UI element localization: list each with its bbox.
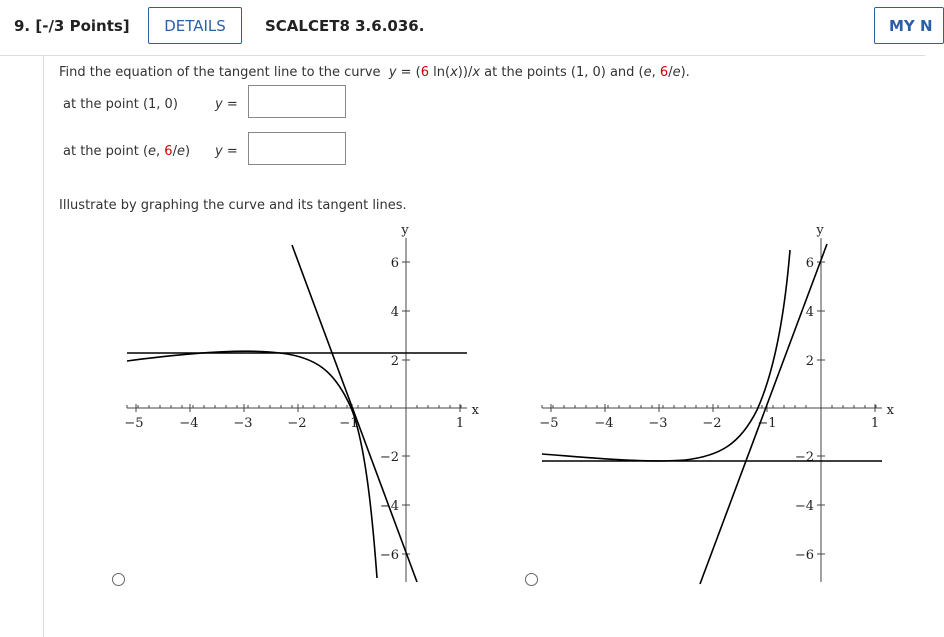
my-notes-button[interactable]: MY N	[874, 7, 944, 44]
answer-input-point2[interactable]	[248, 132, 346, 165]
x-axis-label: x	[886, 403, 894, 418]
steep-tangent-line	[292, 245, 417, 582]
y-tick-label: −6	[379, 548, 399, 563]
graph-option-1	[120, 220, 480, 590]
y-equals-label-1: y =	[215, 97, 238, 112]
y-axis-label: y	[816, 223, 824, 238]
point2-label: at the point (e, 6/e)	[63, 144, 191, 159]
y-tick-label: −6	[794, 548, 814, 563]
y-equals-label-2: y =	[215, 144, 238, 159]
x-tick-label: −4	[594, 416, 614, 431]
y-tick-label: −4	[379, 499, 399, 514]
problem-prompt: Find the equation of the tangent line to the curve y = (6 ln(x))/x at the points (1, 0) and (e, 6/e).	[59, 65, 690, 80]
curve	[127, 351, 377, 578]
x-axis-label: x	[471, 403, 479, 418]
graph-1-radio[interactable]	[112, 573, 125, 586]
y-tick-label: −2	[794, 450, 814, 465]
y-tick-label: 2	[390, 354, 399, 369]
question-header	[0, 0, 933, 56]
illustrate-instruction: Illustrate by graphing the curve and its tangent lines.	[59, 198, 407, 213]
x-tick-label: −5	[124, 416, 144, 431]
y-tick-label: 6	[805, 256, 814, 271]
point1-label: at the point (1, 0)	[63, 97, 178, 112]
y-axis-label: y	[401, 223, 409, 238]
x-tick-label: −1	[339, 416, 359, 431]
y-tick-label: 2	[805, 354, 814, 369]
x-tick-label: 1	[870, 416, 880, 431]
y-tick-label: 4	[390, 305, 399, 320]
x-tick-label: −1	[757, 416, 777, 431]
y-tick-label: 6	[390, 256, 399, 271]
y-tick-label: −2	[379, 450, 399, 465]
axes	[542, 238, 882, 582]
x-tick-label: 1	[455, 416, 465, 431]
graph-option-2	[535, 220, 895, 590]
x-tick-label: −2	[702, 416, 722, 431]
x-tick-label: −5	[539, 416, 559, 431]
y-tick-label: 4	[805, 305, 814, 320]
axes	[127, 238, 467, 582]
answer-input-point1[interactable]	[248, 85, 346, 118]
left-divider	[43, 55, 44, 637]
problem-code: SCALCET8 3.6.036.	[265, 17, 425, 35]
steep-tangent-line	[700, 244, 827, 584]
details-button[interactable]: DETAILS	[148, 7, 242, 44]
x-tick-label: −3	[648, 416, 668, 431]
y-tick-label: −4	[794, 499, 814, 514]
graph-2-radio[interactable]	[525, 573, 538, 586]
x-tick-label: −4	[179, 416, 199, 431]
x-tick-label: −3	[233, 416, 253, 431]
x-tick-label: −2	[287, 416, 307, 431]
question-number: 9. [-/3 Points]	[14, 17, 130, 35]
